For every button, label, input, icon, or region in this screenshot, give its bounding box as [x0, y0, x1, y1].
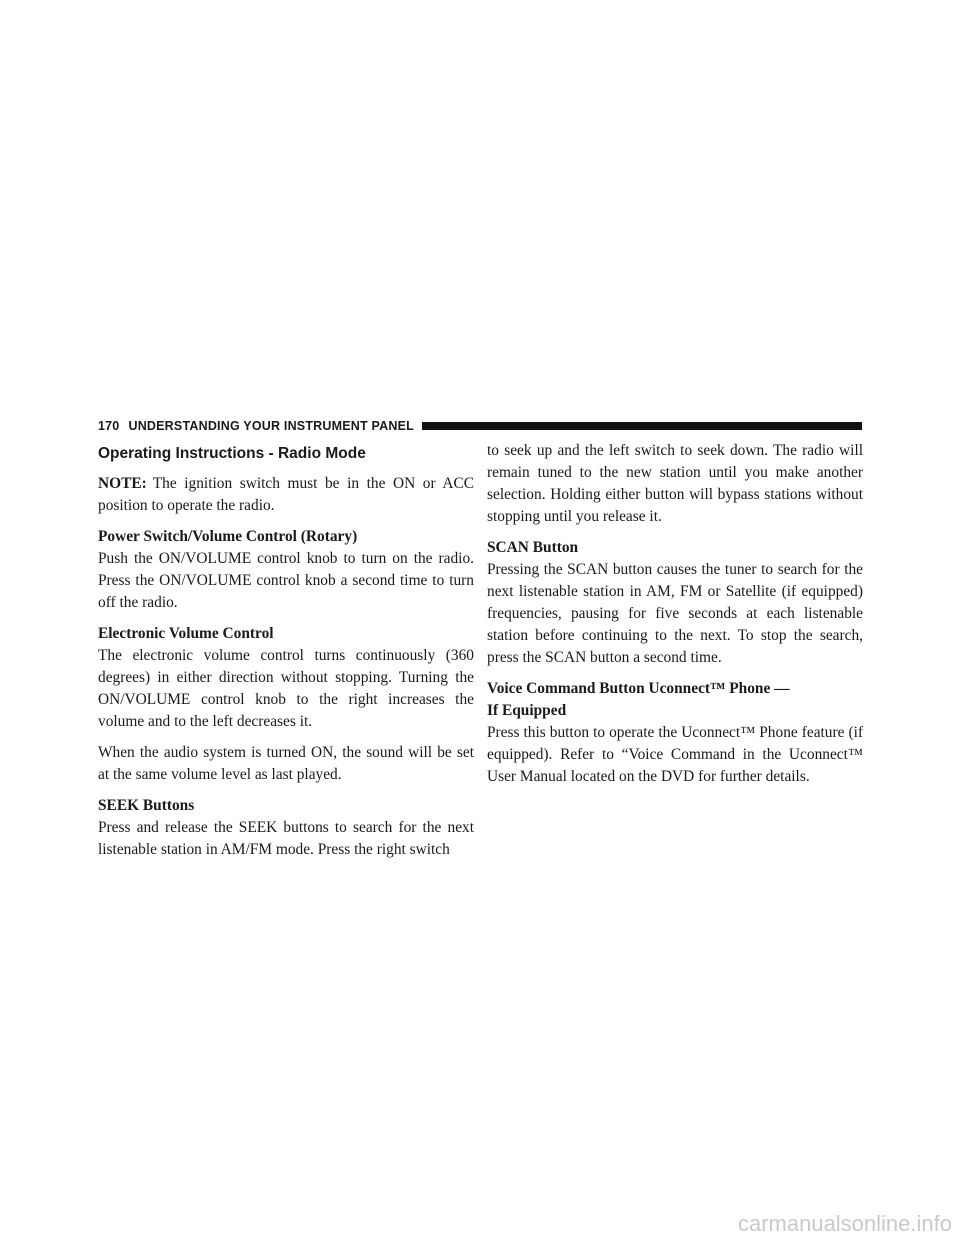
volume-control-heading: Electronic Volume Control [98, 625, 274, 642]
volume-control-text: The electronic volume control turns continuously (360 degrees) in either direction without stopping. Turning the ON/VOLUME control knob to the right increases the volume and to the left decreases it. [98, 647, 474, 730]
power-switch-section [98, 526, 474, 614]
power-switch-heading: Power Switch/Volume Control (Rotary) [98, 528, 358, 545]
volume-control-section [98, 623, 474, 733]
seek-section [98, 795, 474, 861]
chapter-title: UNDERSTANDING YOUR INSTRUMENT PANEL [128, 419, 414, 433]
right-column [487, 440, 863, 797]
note-text: The ignition switch must be in the ON or ACC position to operate the radio. [98, 475, 474, 514]
power-switch-text: Push the ON/VOLUME control knob to turn on the radio. Press the ON/VOLUME control knob a second time to turn off the radio. [98, 550, 474, 611]
note-paragraph [98, 473, 474, 517]
watermark [0, 1211, 960, 1237]
scan-text: Pressing the SCAN button causes the tuner to search for the next listenable station in AM, FM or Satellite (if equipped) frequencies, pausing for five seconds at each listenable station before continuing to the next. To stop the search, press the SCAN button a second time. [487, 561, 863, 666]
seek-text: Press and release the SEEK buttons to search for the next listenable station in AM/FM mode. Press the right switch [98, 819, 474, 858]
scan-section [487, 537, 863, 669]
page-header [98, 417, 862, 435]
page-number: 170 [98, 419, 120, 433]
left-column [98, 440, 474, 870]
section-title: Operating Instructions - Radio Mode [98, 445, 366, 462]
note-label: NOTE: [98, 475, 147, 492]
seek-continued-text: to seek up and the left switch to seek down. The radio will remain tuned to the new station until you make another selection. Holding either button will bypass stations without stopping until you release it. [487, 442, 863, 525]
voice-command-section [487, 678, 863, 788]
voice-command-heading-line1: Voice Command Button Uconnect™ Phone — [487, 680, 790, 697]
audio-on-paragraph: When the audio system is turned ON, the sound will be set at the same volume level as last played. [98, 744, 474, 783]
scan-heading: SCAN Button [487, 539, 579, 556]
voice-command-text: Press this button to operate the Uconnect™ Phone feature (if equipped). Refer to “Voice Command in the Uconnect™ User Manual located on the DVD for further details. [487, 724, 863, 785]
watermark-text: carmanualsonline.info [737, 1211, 952, 1236]
voice-command-heading-line2: If Equipped [487, 702, 567, 719]
seek-heading: SEEK Buttons [98, 797, 195, 814]
header-rule [422, 422, 862, 430]
